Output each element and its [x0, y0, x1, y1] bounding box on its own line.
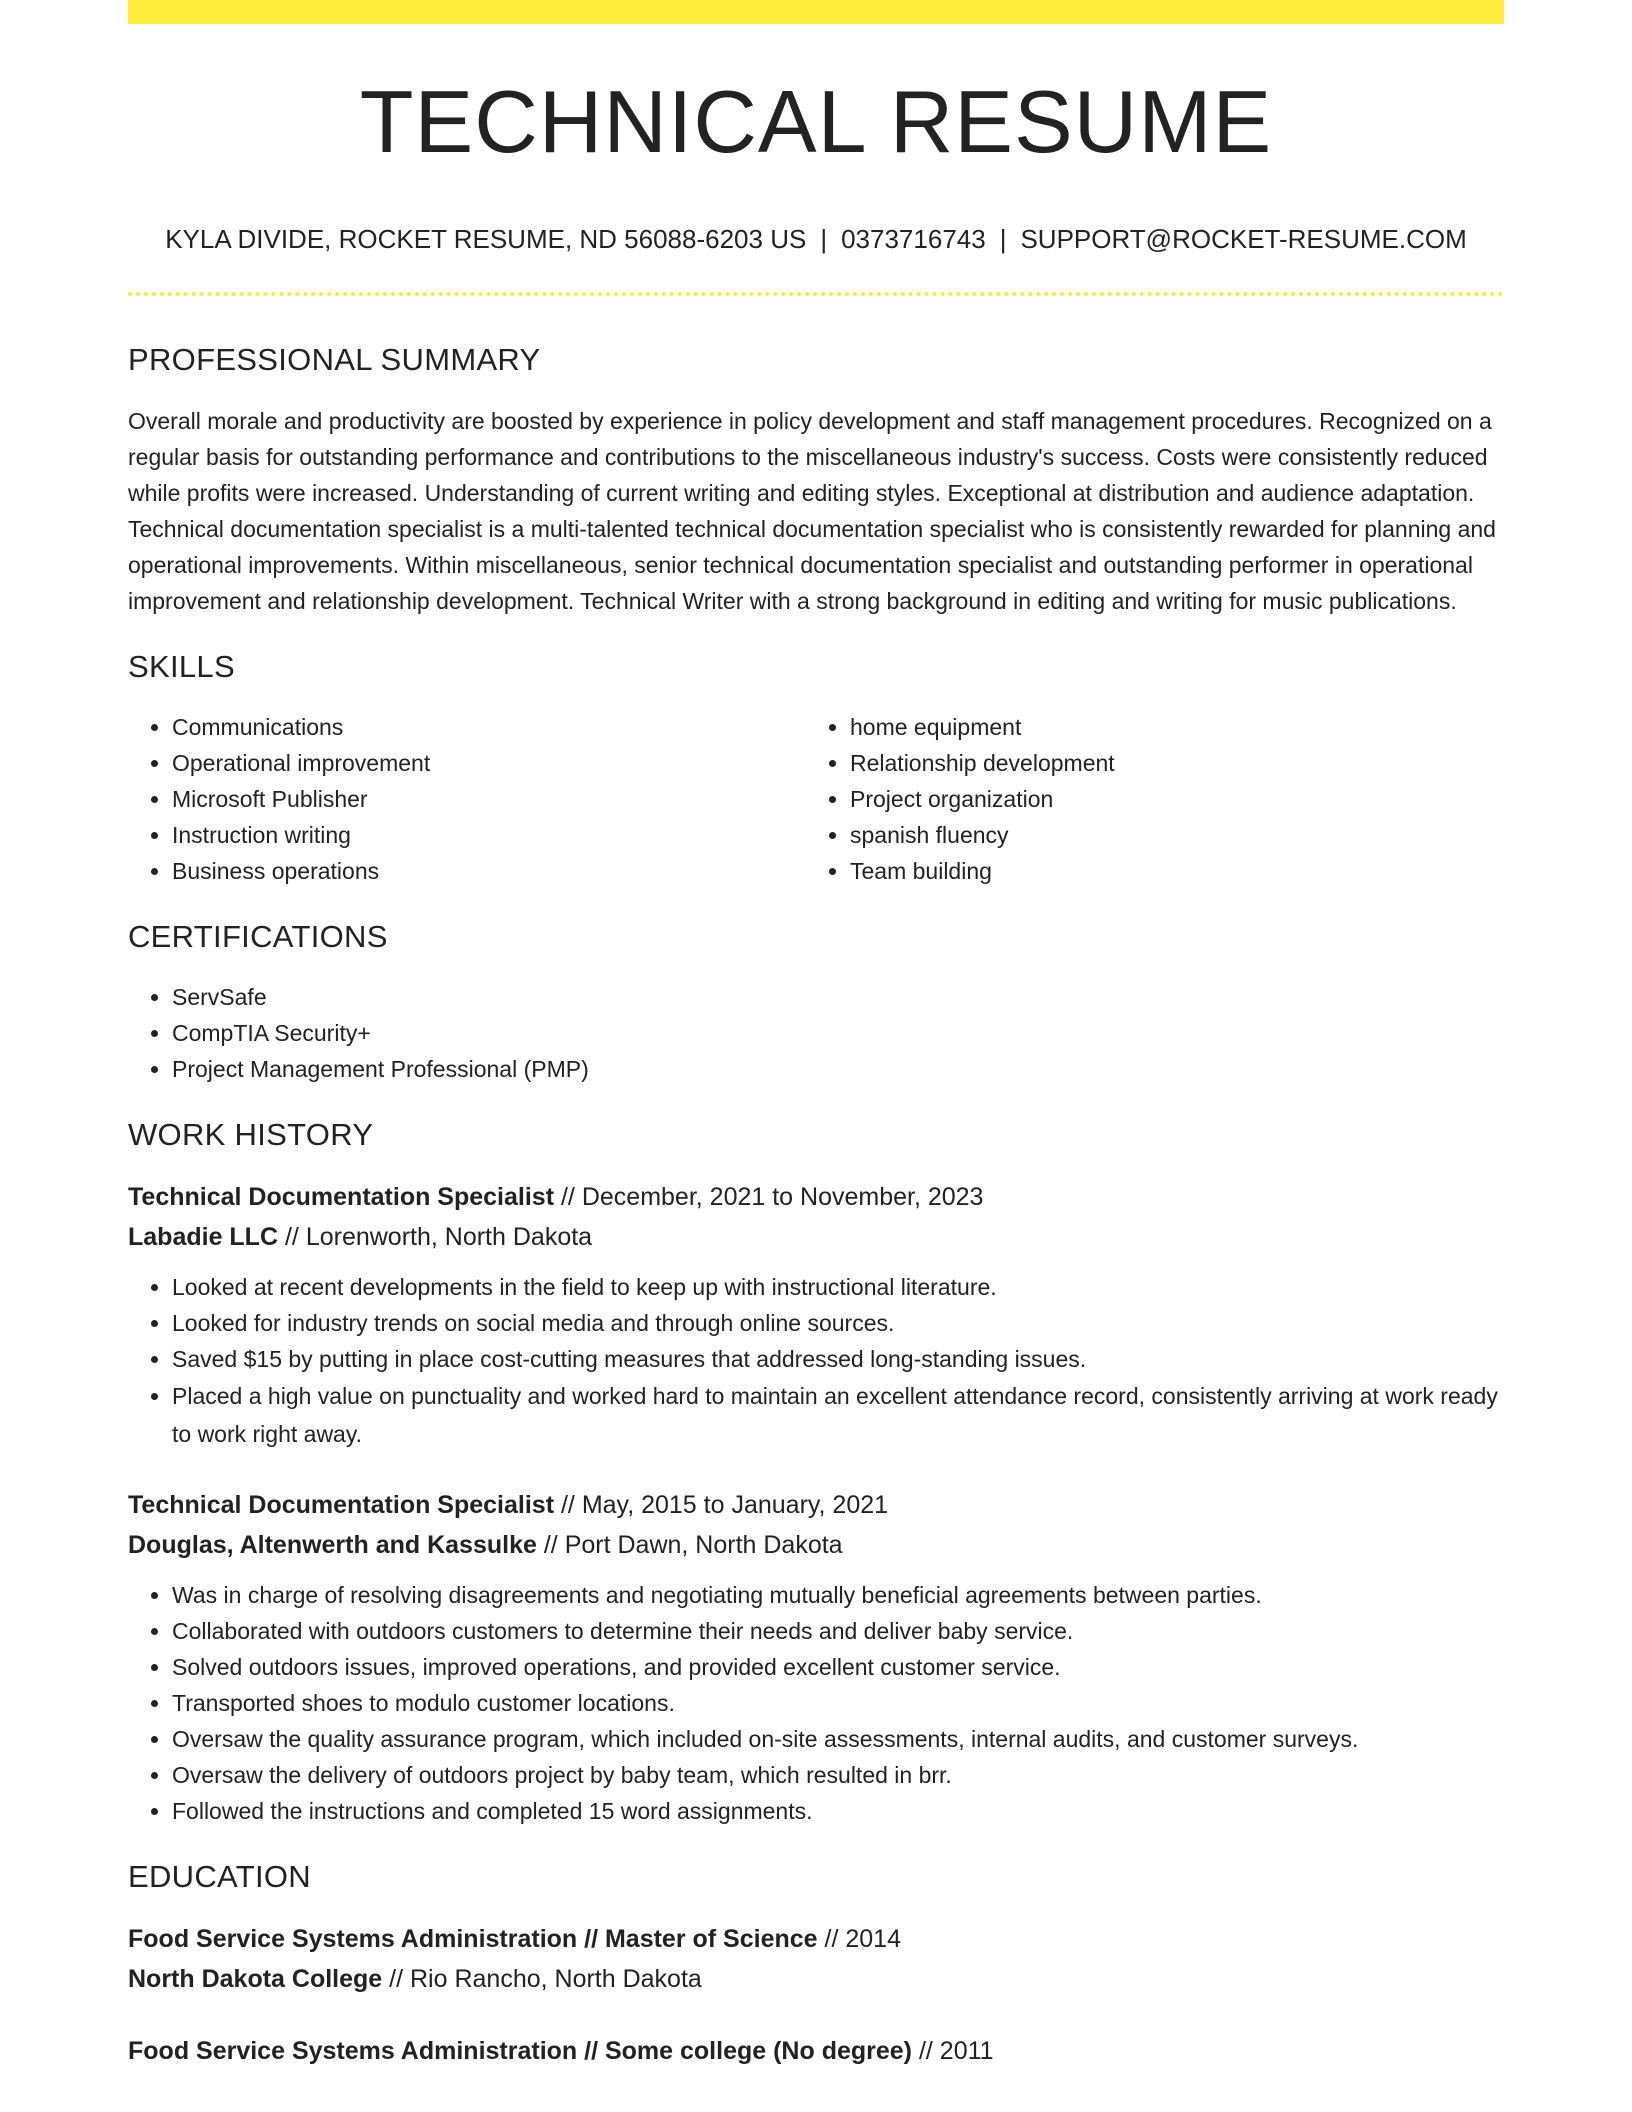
section-heading-work-history: WORK HISTORY: [128, 1117, 374, 1152]
job-location: Port Dawn, North Dakota: [564, 1531, 843, 1559]
job-title-line: [128, 1177, 1504, 1217]
job-title: Technical Documentation Specialist: [128, 1491, 555, 1519]
education-separator: //: [382, 1965, 410, 1993]
job-separator: //: [278, 1223, 306, 1251]
job-bullet: • Solved outdoors issues, improved operations, and provided excellent customer service.: [172, 1649, 1504, 1685]
job-bullet: • Transported shoes to modulo customer locations.: [172, 1685, 1504, 1721]
job-bullet-list: [128, 1269, 1504, 1453]
contact-separator: |: [999, 224, 1007, 254]
education-separator: //: [912, 2037, 940, 2065]
education-degree: Food Service Systems Administration // Master of Science: [128, 1925, 818, 1953]
job-bullet: • Placed a high value on punctuality and worked hard to maintain an excellent attendance record, consistently arriving at work ready to work right away.: [172, 1377, 1504, 1453]
job-bullet: • Looked for industry trends on social media and through online sources.: [172, 1305, 1504, 1341]
skill-item: • Relationship development: [850, 745, 1484, 781]
education-degree: Food Service Systems Administration // Some college (No degree): [128, 2037, 912, 2065]
job-bullet: • Oversaw the delivery of outdoors project by baby team, which resulted in brr.: [172, 1757, 1504, 1793]
skill-item: • Instruction writing: [172, 817, 806, 853]
skill-item: • Microsoft Publisher: [172, 781, 806, 817]
job-bullet: • Was in charge of resolving disagreements and negotiating mutually beneficial agreements between parties.: [172, 1577, 1504, 1613]
job-title-line: [128, 1485, 1504, 1525]
job-bullet: • Saved $15 by putting in place cost-cutting measures that addressed long-standing issues.: [172, 1341, 1504, 1377]
job-location: Lorenworth, North Dakota: [305, 1223, 593, 1251]
skills-right-list: [806, 709, 1484, 889]
job-bullet-list: [128, 1577, 1504, 1829]
education-degree-line: [128, 1919, 1504, 1959]
top-accent-bar: [128, 0, 1504, 24]
job-separator: //: [554, 1491, 582, 1519]
section-heading-certifications: CERTIFICATIONS: [128, 919, 388, 954]
certifications-list: [128, 979, 1504, 1087]
job-entry: [128, 1177, 1504, 1453]
job-company: Labadie LLC: [128, 1223, 279, 1251]
skill-item: • spanish fluency: [850, 817, 1484, 853]
job-bullet: • Followed the instructions and completed 15 word assignments.: [172, 1793, 1504, 1829]
job-title: Technical Documentation Specialist: [128, 1183, 555, 1211]
skills-section: [128, 649, 1504, 889]
education-school: North Dakota College: [128, 1965, 383, 1993]
job-company-line: [128, 1525, 1504, 1565]
education-section: [128, 1859, 1504, 2071]
certification-item: • ServSafe: [172, 979, 1504, 1015]
job-separator: //: [536, 1531, 565, 1559]
section-heading-education: EDUCATION: [128, 1859, 311, 1894]
skill-item: • Team building: [850, 853, 1484, 889]
certification-item: • CompTIA Security+: [172, 1015, 1504, 1051]
summary-text: Overall morale and productivity are boosted by experience in policy development and staff management procedures. Recognized on a regular basis for outstanding performance and contributions to the miscellaneous industry's success. Costs were consistently reduced while profits were increased. Understanding of current writing and editing styles. Exceptional at distribution and audience adaptation. Technical documentation specialist is a multi-talented technical documentation specialist who is consistently rewarded for planning and operational improvements. Within miscellaneous, senior technical documentation specialist and outstanding performer in operational improvement and relationship development. Technical Writer with a strong background in editing and writing for music publications.: [128, 408, 1496, 614]
job-company-line: [128, 1217, 1504, 1257]
education-year: 2011: [939, 2037, 994, 2065]
resume-title: TECHNICAL RESUME: [359, 72, 1273, 171]
skill-item: • Communications: [172, 709, 806, 745]
contact-line: [128, 226, 1504, 252]
education-school-line: [128, 1959, 1504, 1999]
job-bullet: • Oversaw the quality assurance program, which included on-site assessments, internal audits, and customer surveys.: [172, 1721, 1504, 1757]
contact-phone: 0373716743: [841, 224, 986, 254]
education-location: Rio Rancho, North Dakota: [410, 1965, 702, 1993]
skill-item: • Project organization: [850, 781, 1484, 817]
job-separator: //: [554, 1183, 582, 1211]
contact-address: KYLA DIVIDE, ROCKET RESUME, ND 56088-6203 US: [165, 224, 807, 254]
job-company: Douglas, Altenwerth and Kassulke: [128, 1531, 537, 1559]
resume-page: [128, 0, 1504, 2071]
skills-grid: [128, 709, 1504, 889]
section-heading-summary: PROFESSIONAL SUMMARY: [128, 342, 541, 377]
job-bullet: • Collaborated with outdoors customers to determine their needs and deliver baby service.: [172, 1613, 1504, 1649]
job-dates: May, 2015 to January, 2021: [581, 1491, 889, 1519]
education-degree-line: [128, 2031, 1504, 2071]
contact-separator: |: [820, 224, 828, 254]
job-bullet: • Looked at recent developments in the field to keep up with instructional literature.: [172, 1269, 1504, 1305]
contact-email: SUPPORT@ROCKET-RESUME.COM: [1020, 224, 1467, 254]
work-history-section: [128, 1117, 1504, 1829]
skill-item: • Operational improvement: [172, 745, 806, 781]
skill-item: • Business operations: [172, 853, 806, 889]
dotted-divider: [128, 292, 1504, 296]
education-year: 2014: [845, 1925, 901, 1953]
section-heading-skills: SKILLS: [128, 649, 235, 684]
certifications-section: [128, 919, 1504, 1087]
job-dates: December, 2021 to November, 2023: [581, 1183, 984, 1211]
skill-item: • home equipment: [850, 709, 1484, 745]
job-entry: [128, 1485, 1504, 1829]
education-entry: [128, 1919, 1504, 1999]
skills-left-list: [128, 709, 806, 889]
education-entry: [128, 2031, 1504, 2071]
education-separator: //: [817, 1925, 846, 1953]
certification-item: • Project Management Professional (PMP): [172, 1051, 1504, 1087]
